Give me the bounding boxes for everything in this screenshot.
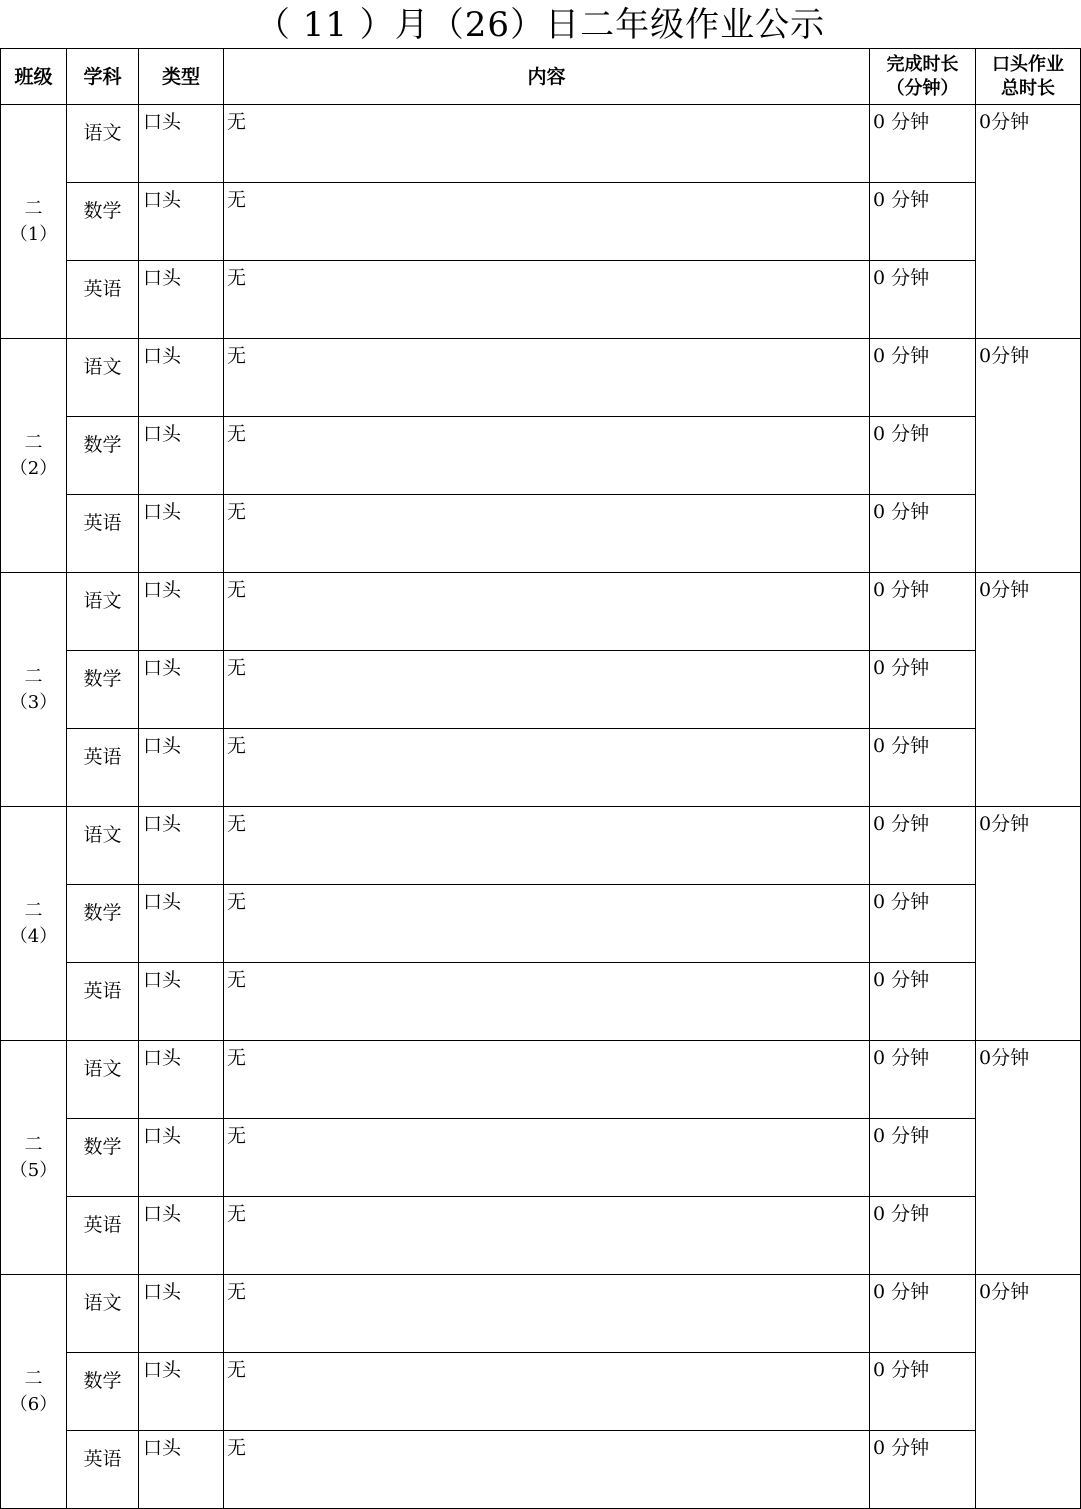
type-cell: 口头 (139, 1119, 224, 1197)
content-cell: 无 (224, 963, 870, 1041)
class-name-line1: 二 (24, 1133, 43, 1155)
content-cell: 无 (224, 105, 870, 183)
content-cell: 无 (224, 417, 870, 495)
subject-label: 数学 (83, 1370, 122, 1392)
subject-label: 英语 (83, 980, 122, 1002)
duration-cell: 0 分钟 (870, 183, 976, 261)
oral-total-cell: 0分钟 (976, 573, 1081, 807)
content-cell: 无 (224, 261, 870, 339)
class-name-line1: 二 (24, 431, 43, 453)
oral-total-cell: 0分钟 (976, 1041, 1081, 1275)
type-cell: 口头 (139, 417, 224, 495)
subject-label: 语文 (83, 122, 122, 144)
duration-cell: 0 分钟 (870, 1197, 976, 1275)
content-cell: 无 (224, 1041, 870, 1119)
header-row (1, 49, 1081, 105)
subject-cell (67, 729, 139, 807)
class-name-line1: 二 (24, 899, 43, 921)
subject-label: 英语 (83, 278, 122, 300)
table-row (1, 261, 1081, 339)
type-cell: 口头 (139, 729, 224, 807)
table-row (1, 1119, 1081, 1197)
content-cell: 无 (224, 1275, 870, 1353)
subject-label: 英语 (83, 512, 122, 534)
table-row (1, 339, 1081, 417)
content-cell: 无 (224, 1431, 870, 1509)
subject-label: 语文 (83, 1058, 122, 1080)
header-subject: 学科 (67, 49, 139, 105)
subject-label: 数学 (83, 200, 122, 222)
class-name-line1: 二 (24, 197, 43, 219)
table-row (1, 729, 1081, 807)
type-cell: 口头 (139, 183, 224, 261)
duration-cell: 0 分钟 (870, 105, 976, 183)
content-cell: 无 (224, 651, 870, 729)
type-cell: 口头 (139, 1275, 224, 1353)
header-type: 类型 (139, 49, 224, 105)
content-cell: 无 (224, 339, 870, 417)
subject-cell (67, 1119, 139, 1197)
class-cell (1, 1041, 67, 1275)
table-row (1, 1431, 1081, 1509)
class-name-line2: （4） (9, 925, 58, 947)
type-cell: 口头 (139, 339, 224, 417)
duration-cell: 0 分钟 (870, 729, 976, 807)
content-cell: 无 (224, 885, 870, 963)
subject-cell (67, 963, 139, 1041)
subject-cell (67, 1041, 139, 1119)
duration-cell: 0 分钟 (870, 885, 976, 963)
type-cell: 口头 (139, 573, 224, 651)
subject-cell (67, 339, 139, 417)
header-duration-line2: （分钟） (886, 77, 959, 99)
subject-label: 数学 (83, 902, 122, 924)
content-cell: 无 (224, 1353, 870, 1431)
type-cell: 口头 (139, 495, 224, 573)
table-row (1, 573, 1081, 651)
subject-label: 英语 (83, 746, 122, 768)
header-duration-line1: 完成时长 (886, 53, 959, 75)
class-cell (1, 1275, 67, 1509)
header-duration (870, 49, 976, 105)
table-row (1, 495, 1081, 573)
duration-cell: 0 分钟 (870, 417, 976, 495)
subject-cell (67, 885, 139, 963)
header-oral-total-line2: 总时长 (1001, 77, 1055, 99)
subject-cell (67, 1275, 139, 1353)
type-cell: 口头 (139, 261, 224, 339)
table-row (1, 1041, 1081, 1119)
oral-total-cell: 0分钟 (976, 105, 1081, 339)
duration-cell: 0 分钟 (870, 1119, 976, 1197)
table-row (1, 963, 1081, 1041)
header-content: 内容 (224, 49, 870, 105)
class-name-line2: （6） (9, 1393, 58, 1415)
subject-cell (67, 105, 139, 183)
subject-label: 数学 (83, 434, 122, 456)
class-cell (1, 573, 67, 807)
oral-total-cell: 0分钟 (976, 339, 1081, 573)
type-cell: 口头 (139, 651, 224, 729)
subject-cell (67, 651, 139, 729)
class-name-line2: （5） (9, 1159, 58, 1181)
duration-cell: 0 分钟 (870, 807, 976, 885)
subject-cell (67, 1353, 139, 1431)
content-cell: 无 (224, 495, 870, 573)
subject-label: 语文 (83, 590, 122, 612)
subject-label: 语文 (83, 1292, 122, 1314)
duration-cell: 0 分钟 (870, 1431, 976, 1509)
page-title: （ 11 ）月（26）日二年级作业公示 (255, 5, 826, 45)
duration-cell: 0 分钟 (870, 495, 976, 573)
subject-cell (67, 1431, 139, 1509)
subject-label: 数学 (83, 668, 122, 690)
subject-label: 数学 (83, 1136, 122, 1158)
subject-cell (67, 495, 139, 573)
table-row (1, 1353, 1081, 1431)
class-name-line1: 二 (24, 1367, 43, 1389)
oral-total-cell: 0分钟 (976, 1275, 1081, 1509)
duration-cell: 0 分钟 (870, 1041, 976, 1119)
subject-label: 英语 (83, 1214, 122, 1236)
class-name-line1: 二 (24, 665, 43, 687)
type-cell: 口头 (139, 105, 224, 183)
subject-label: 语文 (83, 824, 122, 846)
class-name-line2: （3） (9, 691, 58, 713)
table-row (1, 1275, 1081, 1353)
subject-cell (67, 417, 139, 495)
subject-label: 语文 (83, 356, 122, 378)
subject-label: 英语 (83, 1448, 122, 1470)
class-cell (1, 807, 67, 1041)
subject-cell (67, 807, 139, 885)
class-cell (1, 339, 67, 573)
content-cell: 无 (224, 1119, 870, 1197)
type-cell: 口头 (139, 1041, 224, 1119)
table-row (1, 651, 1081, 729)
header-oral-total-line1: 口头作业 (992, 53, 1064, 75)
duration-cell: 0 分钟 (870, 963, 976, 1041)
header-class: 班级 (1, 49, 67, 105)
type-cell: 口头 (139, 1353, 224, 1431)
duration-cell: 0 分钟 (870, 339, 976, 417)
table-row (1, 807, 1081, 885)
subject-cell (67, 573, 139, 651)
class-cell (1, 105, 67, 339)
table-row (1, 885, 1081, 963)
class-name-line2: （1） (9, 223, 58, 245)
subject-cell (67, 183, 139, 261)
duration-cell: 0 分钟 (870, 1353, 976, 1431)
type-cell: 口头 (139, 963, 224, 1041)
homework-table (0, 48, 1081, 1509)
type-cell: 口头 (139, 1431, 224, 1509)
type-cell: 口头 (139, 1197, 224, 1275)
class-name-line2: （2） (9, 457, 58, 479)
type-cell: 口头 (139, 807, 224, 885)
subject-cell (67, 1197, 139, 1275)
content-cell: 无 (224, 807, 870, 885)
oral-total-cell: 0分钟 (976, 807, 1081, 1041)
content-cell: 无 (224, 573, 870, 651)
table-row (1, 183, 1081, 261)
header-oral-total (976, 49, 1081, 105)
type-cell: 口头 (139, 885, 224, 963)
duration-cell: 0 分钟 (870, 573, 976, 651)
subject-cell (67, 261, 139, 339)
content-cell: 无 (224, 729, 870, 807)
content-cell: 无 (224, 1197, 870, 1275)
duration-cell: 0 分钟 (870, 261, 976, 339)
content-cell: 无 (224, 183, 870, 261)
table-row (1, 105, 1081, 183)
duration-cell: 0 分钟 (870, 1275, 976, 1353)
duration-cell: 0 分钟 (870, 651, 976, 729)
table-row (1, 417, 1081, 495)
table-row (1, 1197, 1081, 1275)
